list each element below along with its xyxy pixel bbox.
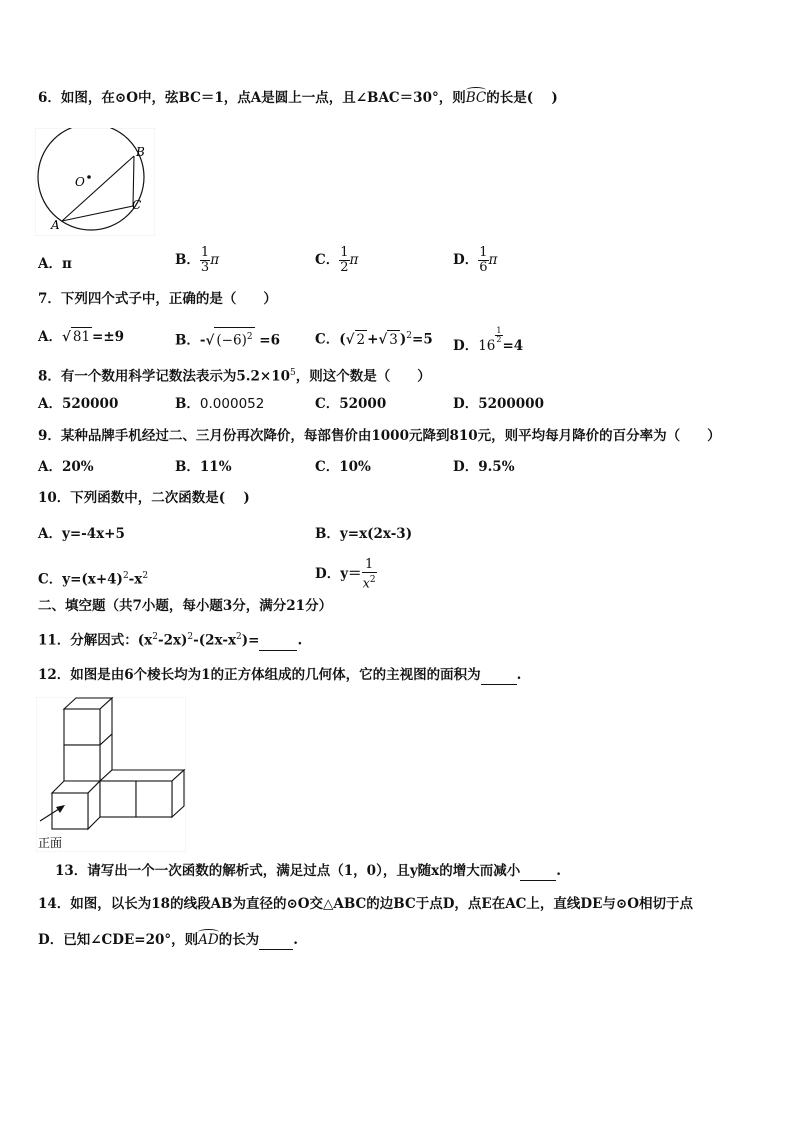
q10-stem: 10．下列函数中，二次函数是( ): [38, 490, 250, 506]
label-c: C: [132, 198, 142, 212]
q7-option-b[interactable]: B．-√ $(-6)^2 =6$: [175, 327, 280, 350]
fraction-exponent: $\frac{1}{2}$: [496, 326, 502, 344]
fraction: $\frac{1}{6}$: [479, 245, 488, 275]
q7-option-d[interactable]: D．16 $\frac{1}{2}$ =4: [453, 326, 524, 354]
label-a: A: [51, 218, 60, 232]
q8-option-a[interactable]: A．520000: [38, 396, 119, 412]
q8-stem: 8．有一个数用科学记数法表示为$5.2\times 10^5$，则这个数是（ ）: [38, 368, 431, 385]
q14-line1: 14．如图，以长为18的线段AB为直径的⊙O交△ABC的边BC于点D，点E在AC上，直线DE与⊙O相切于点: [38, 896, 693, 912]
q7-option-c[interactable]: C．(√ 2 +√ 3 )$^2$=5: [315, 331, 433, 348]
arc-bc: BC: [465, 90, 487, 106]
q10-option-c[interactable]: C．$y=(x+4)^2-x^2$: [38, 571, 149, 588]
q6-option-b[interactable]: B． $\frac{1}{3}$ π: [175, 245, 220, 275]
fraction: $\frac{1}{2}$: [340, 245, 349, 275]
q8-option-d[interactable]: D．5200000: [453, 396, 544, 412]
q8-option-c[interactable]: C．52000: [315, 396, 387, 412]
q6-option-a[interactable]: A．π: [38, 256, 72, 272]
q12-cube-figure: [36, 697, 186, 852]
label-b: B: [136, 145, 145, 159]
q6-option-d[interactable]: D． $\frac{1}{6}$ π: [453, 245, 498, 275]
label-front-view: 正面: [38, 836, 63, 850]
arc-ad: AD: [198, 932, 219, 948]
q9-option-d[interactable]: D．9.5%: [453, 459, 515, 475]
q9-option-a[interactable]: A．20%: [38, 459, 94, 475]
q9-option-b[interactable]: B．11%: [175, 459, 232, 475]
q6-stem: 6．如图，在⊙O中，弦BC＝1，点A是圆上一点，且∠BAC＝30°，则BC的长是( ): [38, 90, 558, 106]
q7-stem: 7．下列四个式子中，正确的是（ ）: [38, 291, 277, 307]
answer-blank[interactable]: [259, 931, 293, 950]
answer-blank[interactable]: [481, 666, 517, 685]
q9-option-c[interactable]: C．10%: [315, 459, 371, 475]
q12-stem: 12．如图是由6个棱长均为1的正方体组成的几何体，它的主视图的面积为 .: [38, 667, 522, 683]
fraction: $\frac{1}{x^2}$: [362, 557, 376, 592]
q6-option-c[interactable]: C． $\frac{1}{2}$ π: [315, 245, 359, 275]
q13-stem: 13．请写出一个一次函数的解析式，满足过点（1，0），且y随x的增大而减小 .: [55, 863, 561, 879]
answer-blank[interactable]: [520, 862, 556, 881]
q10-option-a[interactable]: A．y=-4x+5: [38, 526, 125, 542]
q14-line2: D．已知∠CDE=20°，则AD的长为 .: [38, 932, 298, 948]
section-title-fill-in: 二、填空题（共7小题，每小题3分，满分21分）: [38, 598, 333, 614]
q11-stem: 11．分解因式：$(x^2-2x)^2-(2x-x^2)=$ .: [38, 632, 303, 649]
q10-option-d[interactable]: D．y＝ $\frac{1}{x^2}$: [315, 557, 376, 592]
q8-option-b[interactable]: B．0.000052: [175, 396, 265, 412]
answer-blank[interactable]: [259, 632, 297, 651]
q9-stem: 9．某种品牌手机经过二、三月份再次降价，每部售价由1000元降到810元，则平均每月降价的百分率为（ ）: [38, 428, 721, 444]
center-dot: [87, 175, 91, 179]
label-o: O: [75, 175, 85, 189]
fraction: $\frac{1}{3}$: [200, 245, 210, 275]
q10-option-b[interactable]: B．y=x(2x-3): [315, 526, 413, 542]
q7-option-a[interactable]: A．√ 81 =±9: [38, 329, 125, 345]
q6-circle-figure: [35, 128, 155, 236]
